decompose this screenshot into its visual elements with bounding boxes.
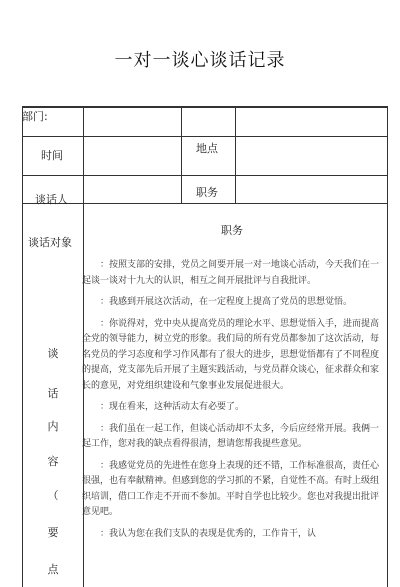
content-label-char: 点 [47, 563, 59, 576]
department-label: 部门: [22, 110, 48, 123]
conversation-content [82, 222, 382, 548]
table-rule [235, 107, 236, 203]
position-label: 职务 [196, 186, 218, 199]
table-rule [23, 136, 387, 137]
interviewee-label: 谈话对象 [28, 236, 72, 249]
content-label-char: 容 [47, 455, 59, 468]
content-label-char: （ [47, 489, 59, 502]
content-paragraph: ：我感觉党员的先进性在您身上表现的还不错，工作标准很高，责任心很强，也有奉献精神。但感到您的学习抓的不紧，自觉性不高。有时上级组织培训，借口工作走不开而不参加。平时自学也比较少。您也对我提出批评意见吧。 [82, 460, 380, 517]
page-title: 一对一谈心谈话记录 [114, 50, 286, 71]
content-paragraph: ：我们虽在一起工作，但谈心活动却不太多，今后应经常开展。我俩一起工作，您对我的缺点看得很清，想请您帮我提些意见。 [82, 423, 380, 449]
content-label-char: 内 [47, 420, 59, 433]
table-rule [23, 175, 387, 176]
content-label-char: 要 [47, 526, 59, 539]
content-paragraph: ：你说得对，党中央从提高党员的理论水平、思想觉悟入手，进而提高全党的领导能力，树立党的形象。我们局的所有党员都参加了这次活动，每名党员的学习态度和学习作风都有了很大的进步，思想觉悟都有了不同程度的提高，党支部先后开展了主题实践活动，与党员群众谈心，征求群众和家长的意见，对党组织建设和气象事业发展促进很大。 [82, 318, 380, 391]
content-paragraph: ：现在看来，这种活动太有必要了。 [100, 402, 245, 412]
content-paragraph: ：按照支部的安排，党员之间要开展一对一地谈心活动，今天我们在一起谈一谈对十九大的认识，相互之间开展批评与自我批评。 [82, 260, 380, 286]
content-paragraph: ：我感到开展这次活动，在一定程度上提高了党员的思想觉悟。 [100, 297, 353, 307]
content-paragraph: ：我认为您在我们支队的表现是优秀的，工作肯干，认 [100, 528, 317, 539]
time-label: 时间 [41, 149, 63, 162]
content-label-char: 谈 [47, 347, 59, 360]
table-rule [23, 203, 387, 204]
content-label-char: 话 [47, 387, 59, 400]
table-rule [23, 107, 387, 108]
content-position-heading: 职务 [221, 224, 243, 237]
table-rule [181, 107, 182, 203]
interviewer-label: 谈话人 [35, 193, 68, 206]
place-label: 地点 [196, 142, 218, 155]
